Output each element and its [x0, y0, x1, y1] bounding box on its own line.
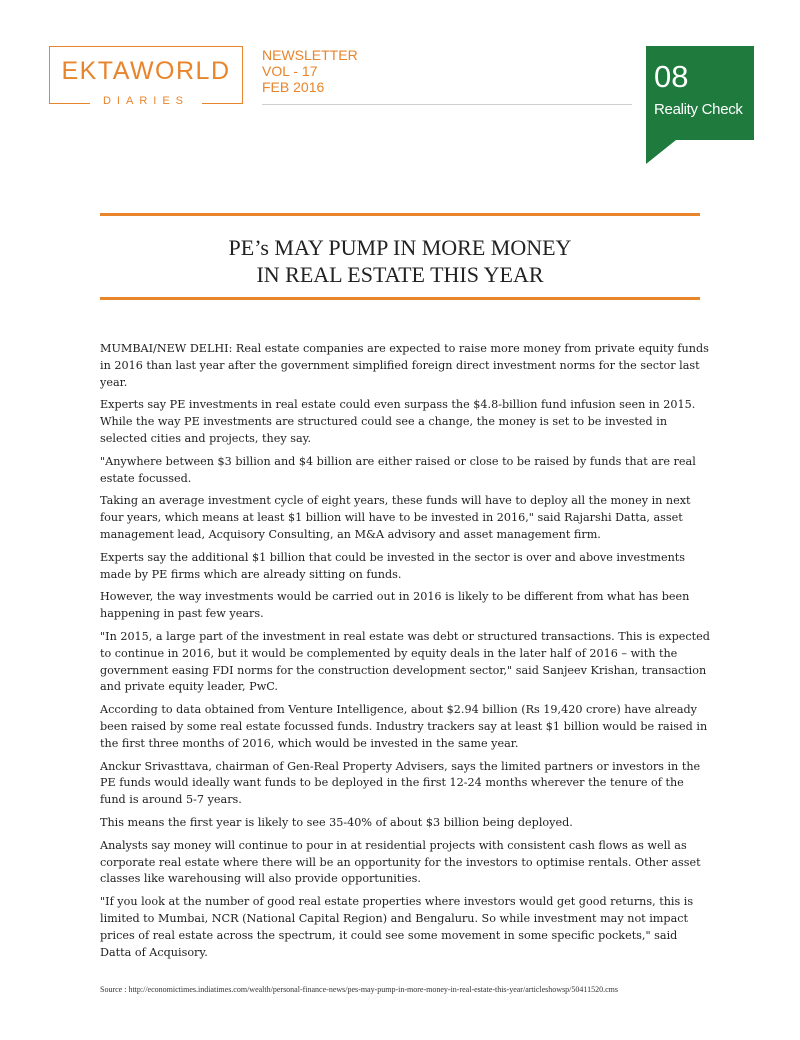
article-paragraph: Anckur Srivasttava, chairman of Gen-Real Property Advisers, says the limited partners or investors in the PE funds would ideally want funds to be deployed in the first 12-24 months wherever the tenure of the fund is around 5-7 years. — [100, 759, 701, 807]
article-paragraph: However, the way investments would be carried out in 2016 is likely to be different from what has been happening in past few years. — [100, 590, 690, 621]
article-paragraph: Taking an average investment cycle of eight years, these funds will have to deploy all the money in next four years, which means at least $1 billion will have to be invested in 2016," said Rajarshi Datta, asset management lead, Acquisory Consulting, an M&A advisory and asset management firm. — [100, 494, 691, 541]
header-divider — [262, 104, 632, 105]
section-label: Reality Check — [654, 101, 743, 118]
title-top-rule — [100, 213, 700, 216]
volume-label: VOL - 17 — [262, 63, 318, 79]
article-paragraph: "In 2015, a large part of the investment in real estate was debt or structured transactions. This is expected to continue in 2016, but it would be complemented by equity deals in the later half of 2016 – with the government easing FDI norms for the construction development sector," said Sanjeev Krishan, transaction and private equity leader, PwC. — [100, 629, 710, 694]
source-citation: Source : http://economictimes.indiatimes.com/wealth/personal-finance-news/pes-may-pump-in-more-money-in-real-estate-this-year/articleshowsp/50411520.cms — [100, 985, 618, 994]
article-paragraph: According to data obtained from Venture Intelligence, about $2.94 billion (Rs 19,420 crore) have already been raised by some real estate focussed funds. Industry trackers say at least $1 billion would be raised in the first three months of 2016, which would be invested in the same year. — [100, 703, 708, 750]
newsletter-meta — [262, 47, 358, 95]
article-paragraph: Experts say PE investments in real estate could even surpass the $4.8-billion fund infusion seen in 2015. While the way PE investments are structured could see a change, the money is set to be invested in selected cities and projects, they say. — [100, 398, 696, 445]
article-paragraph: MUMBAI/NEW DELHI: Real estate companies are expected to raise more money from private equity funds in 2016 than last year after the government simplified foreign direct investment norms for the sector last year. — [100, 342, 709, 389]
badge-tail — [646, 140, 676, 164]
logo-subtitle: DIARIES — [90, 95, 202, 107]
logo — [49, 46, 243, 107]
article-title — [100, 234, 700, 288]
article-paragraph: This means the first year is likely to see 35-40% of about $3 billion being deployed. — [100, 815, 573, 829]
title-line-1: PE’s MAY PUMP IN MORE MONEY — [228, 235, 572, 260]
article-body — [100, 341, 710, 967]
issue-date: FEB 2016 — [262, 79, 325, 95]
newsletter-label: NEWSLETTER — [262, 47, 358, 63]
title-line-2: IN REAL ESTATE THIS YEAR — [256, 262, 544, 287]
section-badge — [646, 46, 754, 140]
section-number: 08 — [654, 59, 689, 94]
title-bottom-rule — [100, 297, 700, 300]
logo-name: EKTAWORLD — [61, 57, 231, 85]
article-paragraph: "Anywhere between $3 billion and $4 billion are either raised or close to be raised by funds that are real estate focussed. — [100, 454, 696, 485]
article-paragraph: "If you look at the number of good real estate properties where investors would get good returns, this is limited to Mumbai, NCR (National Capital Region) and Bengaluru. So while investment may not impact prices of real estate across the spectrum, it could see some movement in some specific pockets," said Datta of Acquisory. — [100, 895, 694, 959]
article-paragraph: Analysts say money will continue to pour in at residential projects with consistent cash flows as well as corporate real estate where there will be an opportunity for the investors to optimise rentals. Other asset classes like warehousing will also provide opportunities. — [100, 838, 701, 886]
article-paragraph: Experts say the additional $1 billion that could be invested in the sector is over and above investments made by PE firms which are already sitting on funds. — [100, 550, 686, 581]
